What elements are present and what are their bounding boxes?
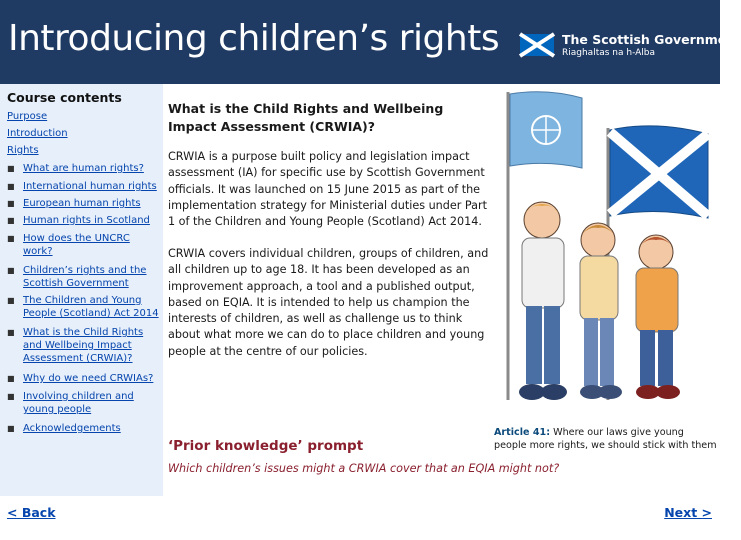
paragraph-intro: CRWIA is a purpose built policy and legislation impact assessment (IA) for specific use by Scottish Government officials. It was launched on 15 June 2015 as part of the implementation strategy for Ministerial duties under Part 1 of the Children and Young People (Scotland) Act 2014. xyxy=(168,150,488,229)
prior-knowledge-prompt-label: ‘Prior knowledge’ prompt xyxy=(168,438,364,454)
bullet-icon: ■ xyxy=(7,182,15,191)
page-title: Introducing children’s rights xyxy=(8,18,500,59)
nav-item-international-human-rights[interactable]: ■ International human rights xyxy=(7,181,157,192)
logo-name: The Scottish Government xyxy=(562,32,741,47)
logo-gaelic-name: Riaghaltas na h-Alba xyxy=(562,48,656,58)
nav-item-children-and-young-people-act[interactable]: ■ The Children and Young People (Scotland) Act 2014 xyxy=(7,295,159,319)
bullet-icon: ■ xyxy=(7,199,15,208)
nav-item-how-does-the-uncrc-work[interactable]: ■ How does the UNCRC work? xyxy=(7,233,130,257)
nav-link-rights[interactable]: Rights xyxy=(7,145,39,156)
bullet-icon: ■ xyxy=(7,424,15,433)
section-heading: What is the Child Rights and Wellbeing Impact Assessment (CRWIA)? xyxy=(168,101,444,134)
nav-item-what-are-human-rights[interactable]: ■ What are human rights? xyxy=(7,163,144,174)
back-button[interactable]: < Back xyxy=(7,505,56,520)
bullet-icon: ■ xyxy=(7,234,15,243)
scottish-government-logo xyxy=(520,30,741,64)
article-41-note xyxy=(494,426,719,452)
bullet-icon: ■ xyxy=(7,392,15,401)
nav-item-human-rights-in-scotland[interactable]: ■ Human rights in Scotland xyxy=(7,215,150,226)
nav-item-acknowledgements[interactable]: ■ Acknowledgements xyxy=(7,423,121,434)
nav-link-introduction[interactable]: Introduction xyxy=(7,128,68,139)
header-bar xyxy=(0,0,741,84)
prior-knowledge-question: Which children’s issues might a CRWIA cover that an EQIA might not? xyxy=(168,462,560,475)
sidebar-title: Course contents xyxy=(7,90,122,105)
paragraph-coverage: CRWIA covers individual children, groups of children, and all children up to age 18. It has been developed as an improvement approach, a tool and a published output, based on EQIA. It is intended to help us champion the interests of children, as well as challenge us to think about what more we can do to place children and young people at the centre of our policies. xyxy=(168,247,489,358)
bullet-icon: ■ xyxy=(7,374,15,383)
next-button[interactable]: Next > xyxy=(664,505,712,520)
nav-item-what-is-crwia[interactable]: ■ What is the Child Rights and Wellbeing Impact Assessment (CRWIA)? xyxy=(7,327,144,364)
saltire-flag-icon xyxy=(520,34,554,56)
bullet-icon: ■ xyxy=(7,216,15,225)
bullet-icon: ■ xyxy=(7,296,15,305)
nav-item-european-human-rights[interactable]: ■ European human rights xyxy=(7,198,141,209)
nav-link-purpose[interactable]: Purpose xyxy=(7,111,48,122)
bullet-icon: ■ xyxy=(7,328,15,337)
nav-item-involving-children[interactable]: ■ Involving children and young people xyxy=(7,391,134,415)
article-text: Where our laws give young people more rights, we should stick with them xyxy=(494,427,717,451)
bullet-icon: ■ xyxy=(7,164,15,173)
children-with-flags-illustration xyxy=(496,88,716,420)
nav-item-why-do-we-need-crwias[interactable]: ■ Why do we need CRWIAs? xyxy=(7,373,154,384)
article-label: Article 41: xyxy=(494,427,551,438)
nav-item-childrens-rights-and-scottish-government[interactable]: ■ Children’s rights and the Scottish Government xyxy=(7,265,147,289)
bullet-icon: ■ xyxy=(7,266,15,275)
course-contents-sidebar xyxy=(0,84,163,496)
